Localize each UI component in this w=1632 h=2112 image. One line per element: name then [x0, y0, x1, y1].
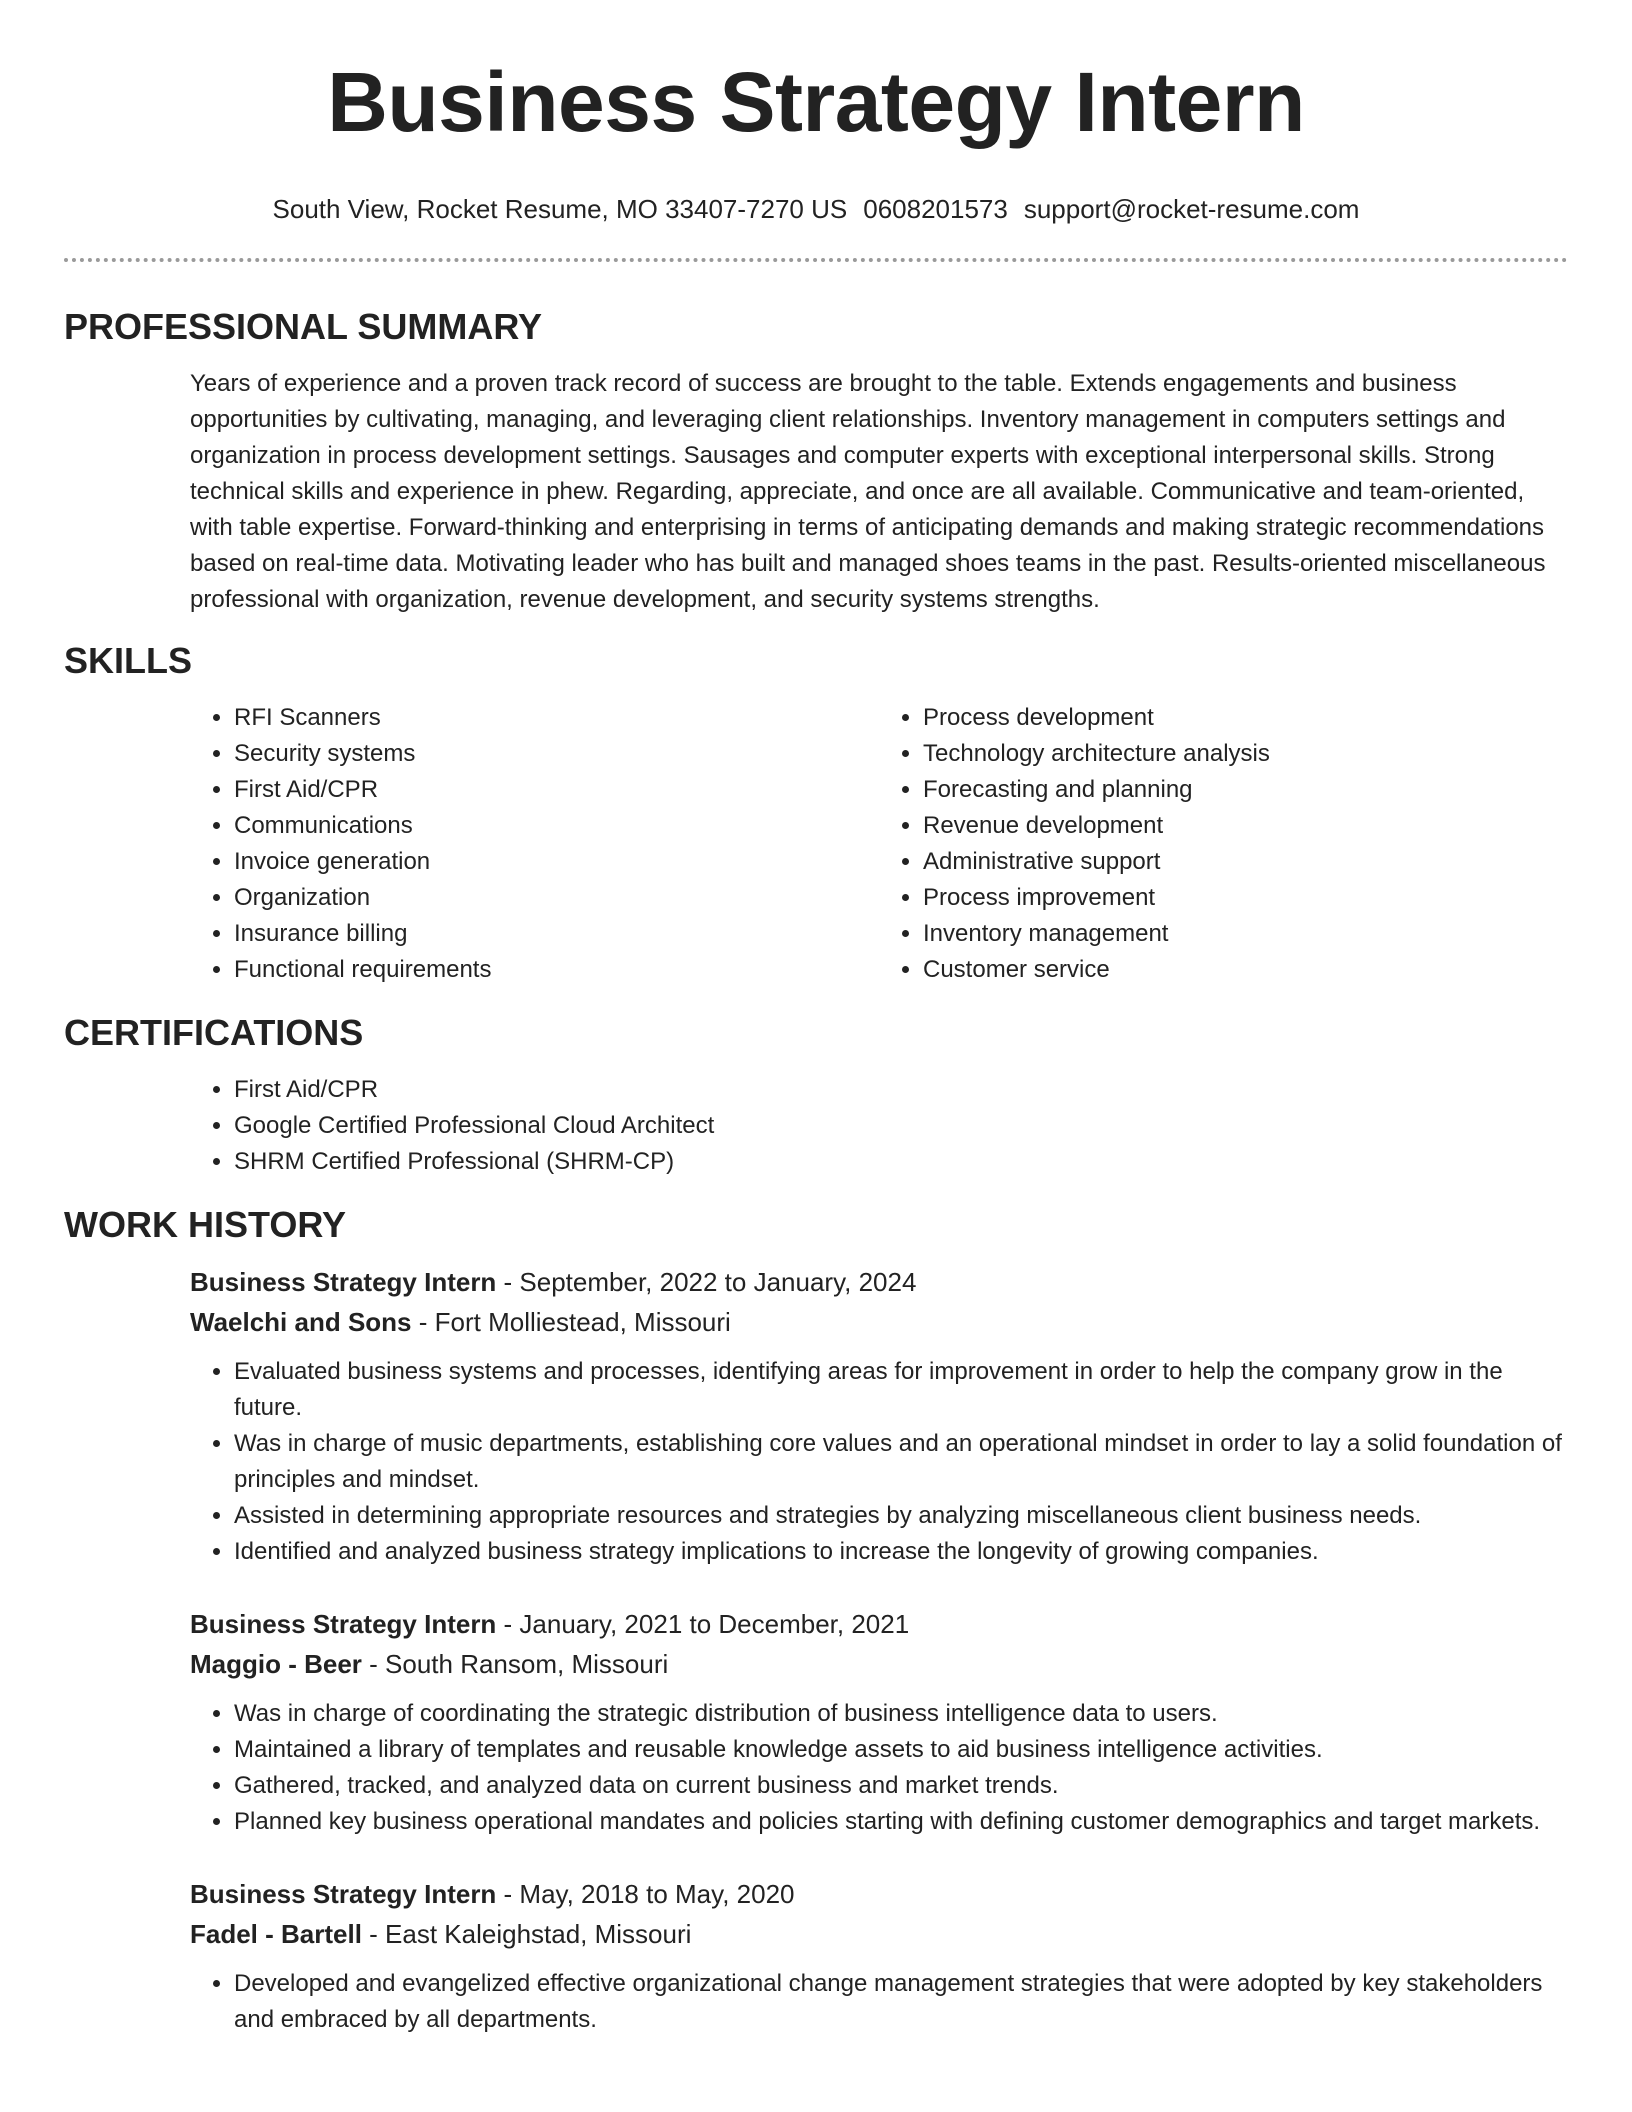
skill-item: • Invoice generation: [234, 844, 879, 880]
job-duties-list: [190, 1354, 1568, 1570]
job-duty: • Identified and analyzed business strategy implications to increase the longevity of growing companies.: [234, 1534, 1568, 1570]
job-title-line: [190, 1874, 1568, 1914]
skill-item: • Revenue development: [923, 808, 1568, 844]
job-company-line: [190, 1302, 1568, 1342]
job-duty: • Was in charge of coordinating the strategic distribution of business intelligence data to users.: [234, 1696, 1568, 1732]
job-entry: [190, 1874, 1568, 2038]
job-dates: - May, 2018 to May, 2020: [496, 1879, 795, 1909]
job-role: Business Strategy Intern: [190, 1267, 497, 1297]
job-role: Business Strategy Intern: [190, 1879, 497, 1909]
job-entry: [190, 1604, 1568, 1840]
job-duties-list: [190, 1966, 1568, 2038]
job-dates: - September, 2022 to January, 2024: [496, 1267, 917, 1297]
section-title-certifications: CERTIFICATIONS: [64, 1012, 364, 1053]
job-role: Business Strategy Intern: [190, 1609, 497, 1639]
skill-item: • Process improvement: [923, 880, 1568, 916]
section-title-summary: PROFESSIONAL SUMMARY: [64, 306, 543, 347]
certifications-section: [64, 1012, 1568, 1180]
skill-item: • RFI Scanners: [234, 700, 879, 736]
skill-item: • Technology architecture analysis: [923, 736, 1568, 772]
skill-item: • Functional requirements: [234, 952, 879, 988]
skills-list-left: [190, 700, 879, 988]
job-company-line: [190, 1914, 1568, 1954]
job-duties-list: [190, 1696, 1568, 1840]
skill-item: • Inventory management: [923, 916, 1568, 952]
job-company: Maggio - Beer: [190, 1649, 362, 1679]
job-duty: • Gathered, tracked, and analyzed data on current business and market trends.: [234, 1768, 1568, 1804]
certification-item: • Google Certified Professional Cloud Architect: [234, 1108, 1568, 1144]
skill-item: • Forecasting and planning: [923, 772, 1568, 808]
job-title-line: [190, 1262, 1568, 1302]
job-title-line: [190, 1604, 1568, 1644]
header-divider: [64, 258, 1568, 262]
skill-item: • Customer service: [923, 952, 1568, 988]
summary-text: Years of experience and a proven track record of success are brought to the table. Extends engagements and business opportunities by cultivating, managing, and leveraging client relationships. Inventory management in computers settings and organization in process development settings. Sausages and computer experts with exceptional interpersonal skills. Strong technical skills and experience in phew. Regarding, appreciate, and once are all available. Communicative and team-oriented, with table expertise. Forward-thinking and enterprising in terms of anticipating demands and making strategic recommendations based on real-time data. Motivating leader who has built and managed shoes teams in the past. Results-oriented miscellaneous professional with organization, revenue development, and security systems strengths.: [190, 370, 1546, 613]
contact-email[interactable]: support@rocket-resume.com: [1023, 194, 1360, 224]
job-location: - South Ransom, Missouri: [361, 1649, 669, 1679]
job-duty: • Planned key business operational mandates and policies starting with defining customer demographics and target markets.: [234, 1804, 1568, 1840]
skills-list-right: [879, 700, 1568, 988]
contact-info: [64, 194, 1568, 224]
skills-grid: [190, 700, 1568, 988]
job-dates: - January, 2021 to December, 2021: [496, 1609, 910, 1639]
section-title-skills: SKILLS: [64, 640, 193, 681]
job-duty: • Developed and evangelized effective organizational change management strategies that were adopted by key stakeholders and embraced by all departments.: [234, 1966, 1568, 2038]
job-duty: • Assisted in determining appropriate resources and strategies by analyzing miscellaneous client business needs.: [234, 1498, 1568, 1534]
skills-section: [64, 640, 1568, 988]
skill-item: • Security systems: [234, 736, 879, 772]
job-duty: • Maintained a library of templates and reusable knowledge assets to aid business intelligence activities.: [234, 1732, 1568, 1768]
skill-item: • Process development: [923, 700, 1568, 736]
job-location: - Fort Molliestead, Missouri: [411, 1307, 731, 1337]
work-history-section: [64, 1204, 1568, 2038]
candidate-name: Business Strategy Intern: [327, 55, 1305, 149]
job-duty: • Was in charge of music departments, establishing core values and an operational mindset in order to lay a solid foundation of principles and mindset.: [234, 1426, 1568, 1498]
certifications-list: [190, 1072, 1568, 1180]
skill-item: • Organization: [234, 880, 879, 916]
job-location: - East Kaleighstad, Missouri: [361, 1919, 692, 1949]
job-entry: [190, 1262, 1568, 1570]
skill-item: • Insurance billing: [234, 916, 879, 952]
job-company-line: [190, 1644, 1568, 1684]
contact-address: South View, Rocket Resume, MO 33407-7270 US: [272, 194, 848, 224]
certification-item: • SHRM Certified Professional (SHRM-CP): [234, 1144, 1568, 1180]
professional-summary-section: [64, 306, 1568, 618]
section-title-work-history: WORK HISTORY: [64, 1204, 347, 1245]
job-duty: • Evaluated business systems and processes, identifying areas for improvement in order to help the company grow in the future.: [234, 1354, 1568, 1426]
certification-item: • First Aid/CPR: [234, 1072, 1568, 1108]
contact-phone: 0608201573: [863, 194, 1008, 224]
skill-item: • Communications: [234, 808, 879, 844]
job-company: Fadel - Bartell: [190, 1919, 362, 1949]
skill-item: • Administrative support: [923, 844, 1568, 880]
job-company: Waelchi and Sons: [190, 1307, 412, 1337]
skill-item: • First Aid/CPR: [234, 772, 879, 808]
